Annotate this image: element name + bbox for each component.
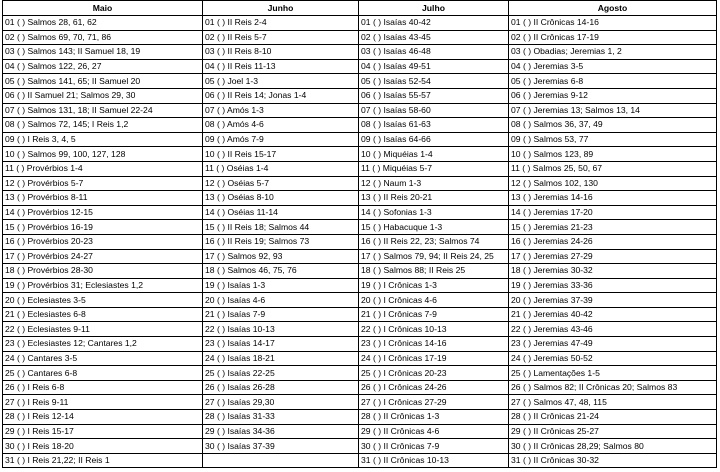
table-row <box>3 439 717 454</box>
reading-cell-agosto: 07 ( ) Jeremias 13; Salmos 13, 14 <box>509 103 717 118</box>
table-row <box>3 176 717 191</box>
reading-cell-julho: 07 ( ) Isaías 58-60 <box>359 103 509 118</box>
reading-cell-agosto: 10 ( ) Salmos 123, 89 <box>509 147 717 162</box>
reading-cell-maio: 29 ( ) I Reis 15-17 <box>3 424 203 439</box>
month-header-julho: Julho <box>359 1 509 16</box>
table-row <box>3 234 717 249</box>
reading-cell-maio: 12 ( ) Provérbios 5-7 <box>3 176 203 191</box>
reading-cell-agosto: 13 ( ) Jeremias 14-16 <box>509 191 717 206</box>
table-row <box>3 88 717 103</box>
reading-cell-maio: 03 ( ) Salmos 143; II Samuel 18, 19 <box>3 45 203 60</box>
reading-cell-agosto: 09 ( ) Salmos 53, 77 <box>509 132 717 147</box>
reading-cell-julho: 17 ( ) Salmos 79, 94; II Reis 24, 25 <box>359 249 509 264</box>
reading-cell-julho: 29 ( ) II Crônicas 4-6 <box>359 424 509 439</box>
table-row <box>3 249 717 264</box>
reading-cell-maio: 02 ( ) Salmos 69, 70, 71, 86 <box>3 30 203 45</box>
reading-cell-julho: 11 ( ) Miquéias 5-7 <box>359 161 509 176</box>
reading-cell-julho: 26 ( ) I Crônicas 24-26 <box>359 380 509 395</box>
reading-cell-junho: 23 ( ) Isaías 14-17 <box>203 337 359 352</box>
reading-cell-julho: 08 ( ) Isaías 61-63 <box>359 118 509 133</box>
table-row <box>3 380 717 395</box>
reading-cell-maio: 01 ( ) Salmos 28, 61, 62 <box>3 16 203 31</box>
reading-cell-julho: 02 ( ) Isaías 43-45 <box>359 30 509 45</box>
reading-cell-agosto: 27 ( ) Salmos 47, 48, 115 <box>509 395 717 410</box>
reading-cell-julho: 24 ( ) I Crônicas 17-19 <box>359 351 509 366</box>
table-row <box>3 322 717 337</box>
reading-cell-junho: 21 ( ) Isaías 7-9 <box>203 307 359 322</box>
reading-cell-agosto: 06 ( ) Jeremias 9-12 <box>509 88 717 103</box>
table-row <box>3 351 717 366</box>
reading-cell-agosto: 30 ( ) II Crônicas 28,29; Salmos 80 <box>509 439 717 454</box>
reading-cell-maio: 10 ( ) Salmos 99, 100, 127, 128 <box>3 147 203 162</box>
reading-cell-agosto: 28 ( ) II Crônicas 21-24 <box>509 410 717 425</box>
reading-cell-julho: 10 ( ) Miquéias 1-4 <box>359 147 509 162</box>
reading-cell-maio: 24 ( ) Cantares 3-5 <box>3 351 203 366</box>
reading-cell-maio: 19 ( ) Provérbios 31; Eclesiastes 1,2 <box>3 278 203 293</box>
reading-cell-junho: 27 ( ) Isaías 29,30 <box>203 395 359 410</box>
table-row <box>3 220 717 235</box>
reading-cell-julho: 01 ( ) Isaías 40-42 <box>359 16 509 31</box>
month-header-agosto: Agosto <box>509 1 717 16</box>
table-row <box>3 132 717 147</box>
reading-plan-table <box>2 0 717 468</box>
reading-cell-junho: 11 ( ) Oséias 1-4 <box>203 161 359 176</box>
reading-cell-julho: 05 ( ) Isaías 52-54 <box>359 74 509 89</box>
reading-cell-junho: 30 ( ) Isaías 37-39 <box>203 439 359 454</box>
reading-cell-junho: 16 ( ) II Reis 19; Salmos 73 <box>203 234 359 249</box>
reading-cell-maio: 30 ( ) I Reis 18-20 <box>3 439 203 454</box>
reading-cell-junho: 07 ( ) Amós 1-3 <box>203 103 359 118</box>
reading-cell-junho: 28 ( ) Isaías 31-33 <box>203 410 359 425</box>
reading-cell-julho: 13 ( ) II Reis 20-21 <box>359 191 509 206</box>
reading-cell-agosto: 21 ( ) Jeremias 40-42 <box>509 307 717 322</box>
reading-cell-junho: 06 ( ) II Reis 14; Jonas 1-4 <box>203 88 359 103</box>
reading-cell-julho: 06 ( ) Isaías 55-57 <box>359 88 509 103</box>
reading-cell-agosto: 20 ( ) Jeremias 37-39 <box>509 293 717 308</box>
table-row <box>3 264 717 279</box>
reading-cell-agosto: 26 ( ) Salmos 82; II Crônicas 20; Salmos 83 <box>509 380 717 395</box>
reading-cell-julho: 15 ( ) Habacuque 1-3 <box>359 220 509 235</box>
table-row <box>3 395 717 410</box>
reading-cell-junho: 29 ( ) Isaías 34-36 <box>203 424 359 439</box>
header-row <box>3 1 717 16</box>
reading-cell-junho: 20 ( ) Isaías 4-6 <box>203 293 359 308</box>
table-row <box>3 59 717 74</box>
table-row <box>3 410 717 425</box>
reading-cell-junho: 13 ( ) Oséias 8-10 <box>203 191 359 206</box>
reading-cell-julho: 23 ( ) I Crônicas 14-16 <box>359 337 509 352</box>
reading-cell-junho: 10 ( ) II Reis 15-17 <box>203 147 359 162</box>
reading-cell-agosto: 31 ( ) II Crônicas 30-32 <box>509 453 717 468</box>
table-row <box>3 205 717 220</box>
reading-cell-maio: 25 ( ) Cantares 6-8 <box>3 366 203 381</box>
table-row <box>3 30 717 45</box>
reading-cell-maio: 26 ( ) I Reis 6-8 <box>3 380 203 395</box>
reading-cell-julho: 03 ( ) Isaías 46-48 <box>359 45 509 60</box>
table-row <box>3 278 717 293</box>
reading-cell-agosto: 17 ( ) Jeremias 27-29 <box>509 249 717 264</box>
table-row <box>3 337 717 352</box>
reading-cell-junho: 12 ( ) Oséias 5-7 <box>203 176 359 191</box>
month-header-maio: Maio <box>3 1 203 16</box>
reading-cell-maio: 16 ( ) Provérbios 20-23 <box>3 234 203 249</box>
reading-cell-agosto: 25 ( ) Lamentações 1-5 <box>509 366 717 381</box>
reading-cell-maio: 09 ( ) I Reis 3, 4, 5 <box>3 132 203 147</box>
reading-cell-junho: 01 ( ) II Reis 2-4 <box>203 16 359 31</box>
table-row <box>3 74 717 89</box>
reading-cell-agosto: 04 ( ) Jeremias 3-5 <box>509 59 717 74</box>
table-row <box>3 307 717 322</box>
reading-cell-maio: 06 ( ) II Samuel 21; Salmos 29, 30 <box>3 88 203 103</box>
table-row <box>3 103 717 118</box>
reading-cell-junho: 09 ( ) Amós 7-9 <box>203 132 359 147</box>
table-row <box>3 161 717 176</box>
reading-cell-maio: 21 ( ) Eclesiastes 6-8 <box>3 307 203 322</box>
reading-cell-julho: 27 ( ) I Crônicas 27-29 <box>359 395 509 410</box>
reading-cell-maio: 18 ( ) Provérbios 28-30 <box>3 264 203 279</box>
reading-cell-julho: 25 ( ) I Crônicas 20-23 <box>359 366 509 381</box>
reading-cell-maio: 05 ( ) Salmos 141, 65; II Samuel 20 <box>3 74 203 89</box>
table-row <box>3 147 717 162</box>
reading-cell-agosto: 19 ( ) Jeremias 33-36 <box>509 278 717 293</box>
reading-cell-maio: 07 ( ) Salmos 131, 18; II Samuel 22-24 <box>3 103 203 118</box>
reading-cell-junho: 18 ( ) Salmos 46, 75, 76 <box>203 264 359 279</box>
reading-cell-agosto: 01 ( ) II Crônicas 14-16 <box>509 16 717 31</box>
reading-cell-agosto: 12 ( ) Salmos 102, 130 <box>509 176 717 191</box>
reading-cell-agosto: 18 ( ) Jeremias 30-32 <box>509 264 717 279</box>
reading-cell-maio: 11 ( ) Provérbios 1-4 <box>3 161 203 176</box>
reading-cell-agosto: 16 ( ) Jeremias 24-26 <box>509 234 717 249</box>
reading-cell-maio: 28 ( ) I Reis 12-14 <box>3 410 203 425</box>
reading-cell-maio: 15 ( ) Provérbios 16-19 <box>3 220 203 235</box>
reading-cell-agosto: 02 ( ) II Crônicas 17-19 <box>509 30 717 45</box>
table-row <box>3 45 717 60</box>
reading-cell-julho: 22 ( ) I Crônicas 10-13 <box>359 322 509 337</box>
reading-cell-agosto: 23 ( ) Jeremias 47-49 <box>509 337 717 352</box>
reading-cell-julho: 31 ( ) II Crônicas 10-13 <box>359 453 509 468</box>
reading-cell-julho: 04 ( ) Isaías 49-51 <box>359 59 509 74</box>
reading-cell-agosto: 03 ( ) Obadias; Jeremias 1, 2 <box>509 45 717 60</box>
reading-cell-junho: 26 ( ) Isaías 26-28 <box>203 380 359 395</box>
reading-cell-junho: 17 ( ) Salmos 92, 93 <box>203 249 359 264</box>
reading-cell-junho: 25 ( ) Isaías 22-25 <box>203 366 359 381</box>
reading-cell-julho: 18 ( ) Salmos 88; II Reis 25 <box>359 264 509 279</box>
reading-cell-junho: 03 ( ) II Reis 8-10 <box>203 45 359 60</box>
reading-cell-julho: 19 ( ) I Crônicas 1-3 <box>359 278 509 293</box>
reading-cell-julho: 14 ( ) Sofonias 1-3 <box>359 205 509 220</box>
reading-cell-maio: 08 ( ) Salmos 72, 145; I Reis 1,2 <box>3 118 203 133</box>
reading-cell-agosto: 11 ( ) Salmos 25, 50, 67 <box>509 161 717 176</box>
table-row <box>3 293 717 308</box>
reading-cell-junho: 22 ( ) Isaías 10-13 <box>203 322 359 337</box>
reading-cell-julho: 16 ( ) II Reis 22, 23; Salmos 74 <box>359 234 509 249</box>
reading-cell-junho: 19 ( ) Isaías 1-3 <box>203 278 359 293</box>
month-header-junho: Junho <box>203 1 359 16</box>
reading-cell-maio: 20 ( ) Eclesiastes 3-5 <box>3 293 203 308</box>
reading-cell-julho: 21 ( ) I Crônicas 7-9 <box>359 307 509 322</box>
reading-cell-junho: 24 ( ) Isaías 18-21 <box>203 351 359 366</box>
reading-cell-julho: 28 ( ) II Crônicas 1-3 <box>359 410 509 425</box>
table-row <box>3 424 717 439</box>
reading-cell-junho: 08 ( ) Amós 4-6 <box>203 118 359 133</box>
reading-cell-junho: 05 ( ) Joel 1-3 <box>203 74 359 89</box>
reading-cell-maio: 31 ( ) I Reis 21,22; II Reis 1 <box>3 453 203 468</box>
reading-cell-maio: 17 ( ) Provérbios 24-27 <box>3 249 203 264</box>
table-row <box>3 453 717 468</box>
table-row <box>3 16 717 31</box>
reading-cell-junho: 15 ( ) II Reis 18; Salmos 44 <box>203 220 359 235</box>
reading-cell-agosto: 08 ( ) Salmos 36, 37, 49 <box>509 118 717 133</box>
reading-cell-julho: 12 ( ) Naum 1-3 <box>359 176 509 191</box>
reading-cell-agosto: 24 ( ) Jeremias 50-52 <box>509 351 717 366</box>
table-row <box>3 366 717 381</box>
reading-cell-agosto: 14 ( ) Jeremias 17-20 <box>509 205 717 220</box>
table-row <box>3 191 717 206</box>
reading-cell-junho <box>203 453 359 468</box>
reading-cell-maio: 22 ( ) Eclesiastes 9-11 <box>3 322 203 337</box>
reading-cell-julho: 09 ( ) Isaías 64-66 <box>359 132 509 147</box>
reading-cell-maio: 04 ( ) Salmos 122, 26, 27 <box>3 59 203 74</box>
reading-cell-maio: 27 ( ) I Reis 9-11 <box>3 395 203 410</box>
reading-cell-agosto: 22 ( ) Jeremias 43-46 <box>509 322 717 337</box>
reading-cell-junho: 14 ( ) Oséias 11-14 <box>203 205 359 220</box>
reading-cell-agosto: 15 ( ) Jeremias 21-23 <box>509 220 717 235</box>
reading-cell-agosto: 29 ( ) II Crônicas 25-27 <box>509 424 717 439</box>
reading-cell-junho: 04 ( ) II Reis 11-13 <box>203 59 359 74</box>
reading-cell-maio: 23 ( ) Eclesiastes 12; Cantares 1,2 <box>3 337 203 352</box>
reading-cell-agosto: 05 ( ) Jeremias 6-8 <box>509 74 717 89</box>
reading-cell-julho: 20 ( ) I Crônicas 4-6 <box>359 293 509 308</box>
reading-cell-julho: 30 ( ) II Crônicas 7-9 <box>359 439 509 454</box>
reading-cell-maio: 14 ( ) Provérbios 12-15 <box>3 205 203 220</box>
reading-cell-junho: 02 ( ) II Reis 5-7 <box>203 30 359 45</box>
reading-cell-maio: 13 ( ) Provérbios 8-11 <box>3 191 203 206</box>
table-row <box>3 118 717 133</box>
